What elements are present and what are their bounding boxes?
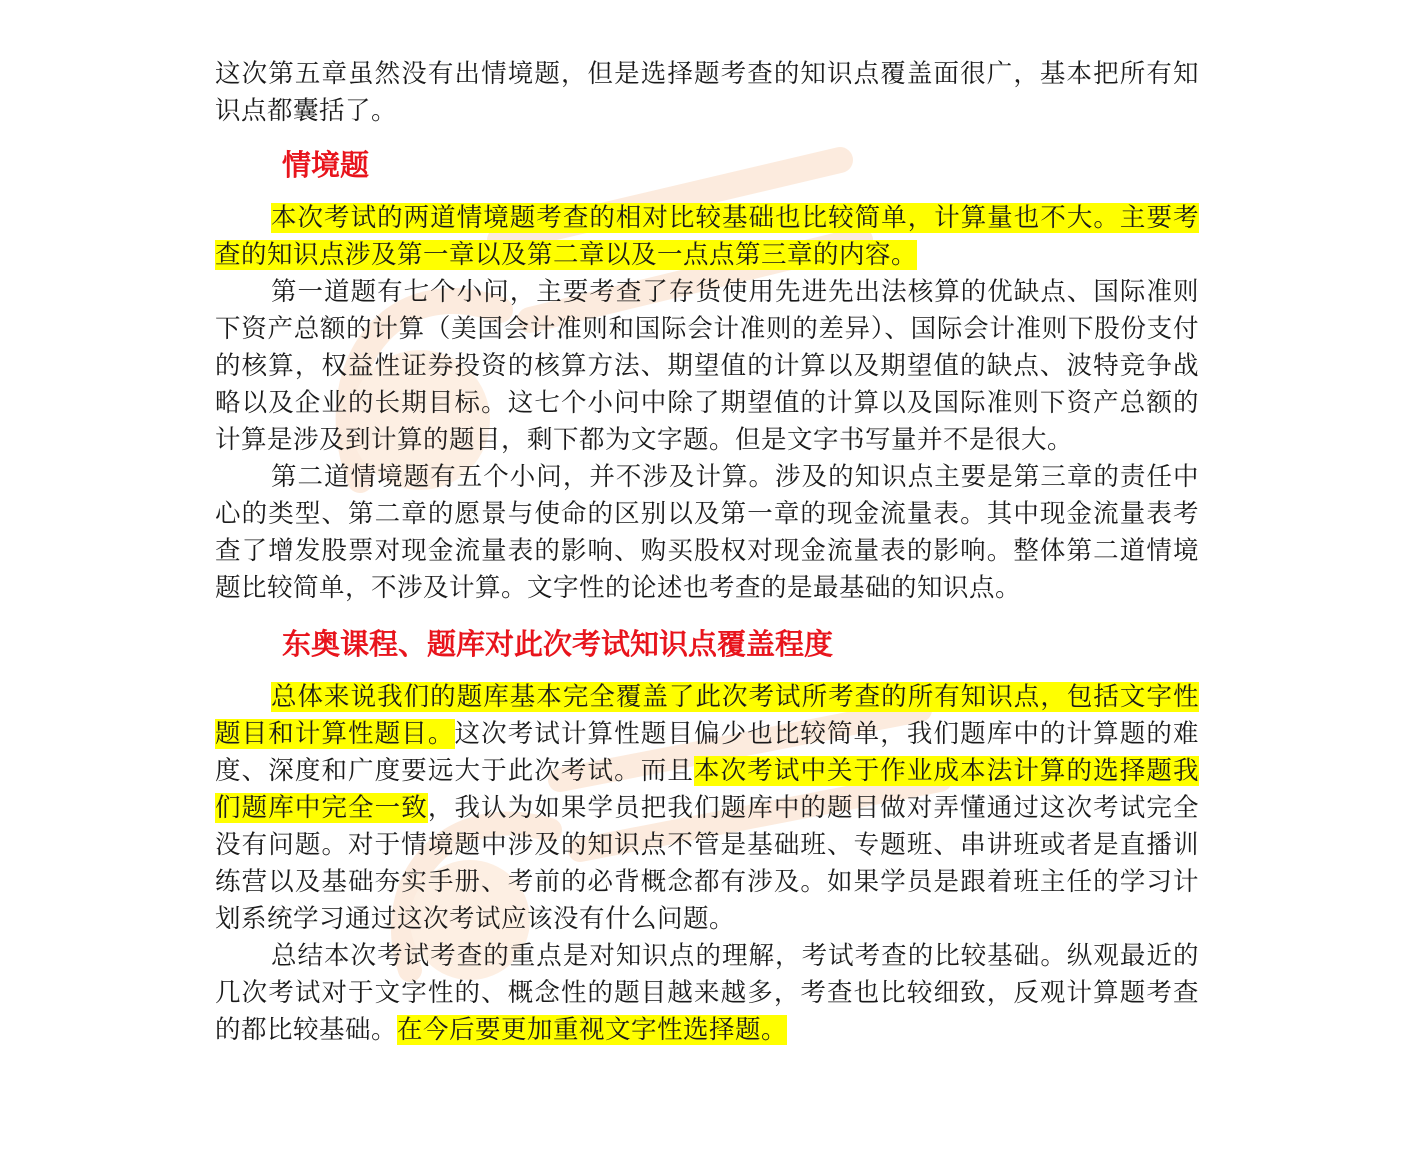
coverage-paragraph: [215, 679, 1199, 938]
scenario-summary-paragraph: [215, 200, 1199, 274]
paragraph-text: ，我认为如果学员把我们题库中的题目做对弄懂通过这次考试完全没有问题。对于情境题中涉及的知识点不管是基础班、专题班、串讲班或者是直播训练营以及基础夯实手册、考前的必背概念都有涉及。如果学员是跟着班主任的学习计划系统学习通过这次考试应该没有什么问题。: [215, 793, 1199, 934]
scenario-question2-paragraph: 第二道情境题有五个小问，并不涉及计算。涉及的知识点主要是第三章的责任中心的类型、第二章的愿景与使命的区别以及第一章的现金流量表。其中现金流量表考查了增发股票对现金流量表的影响、购买股权对现金流量表的影响。整体第二道情境题比较简单，不涉及计算。文字性的论述也考查的是最基础的知识点。: [215, 462, 1199, 603]
highlighted-text: 本次考试的两道情境题考查的相对比较基础也比较简单，计算量也不大。主要考查的知识点涉及第一章以及第二章以及一点点第三章的内容。: [215, 203, 1199, 270]
highlighted-text: 本次考试中关于作业成本法计算的选择题我们题库中完全一致: [215, 756, 1199, 823]
section-heading-coverage: 东奥课程、题库对此次考试知识点覆盖程度: [282, 627, 834, 661]
conclusion-paragraph: [215, 938, 1199, 1049]
highlighted-text: 总体来说我们的题库基本完全覆盖了此次考试所考查的所有知识点，包括文字性题目和计算性题目。: [215, 682, 1199, 749]
document-body: [215, 56, 1199, 1049]
paragraph-text: 总结本次考试考查的重点是对知识点的理解，考试考查的比较基础。纵观最近的几次考试对于文字性的、概念性的题目越来越多，考查也比较细致，反观计算题考查的都比较基础。: [215, 941, 1199, 1045]
section-heading-scenario: 情境题: [282, 148, 370, 182]
intro-paragraph: 这次第五章虽然没有出情境题，但是选择题考查的知识点覆盖面很广，基本把所有知识点都囊括了。: [215, 59, 1199, 126]
paragraph-text: 这次考试计算性题目偏少也比较简单，我们题库中的计算题的难度、深度和广度要远大于此次考试。而且: [215, 719, 1199, 786]
highlighted-text: 在今后要更加重视文字性选择题。: [397, 1015, 788, 1045]
scenario-question1-paragraph: 第一道题有七个小问，主要考查了存货使用先进先出法核算的优缺点、国际准则下资产总额的计算（美国会计准则和国际会计准则的差异）、国际会计准则下股份支付的核算，权益性证券投资的核算方法、期望值的计算以及期望值的缺点、波特竞争战略以及企业的长期目标。这七个小问中除了期望值的计算以及国际准则下资产总额的计算是涉及到计算的题目，剩下都为文字题。但是文字书写量并不是很大。: [215, 277, 1199, 455]
